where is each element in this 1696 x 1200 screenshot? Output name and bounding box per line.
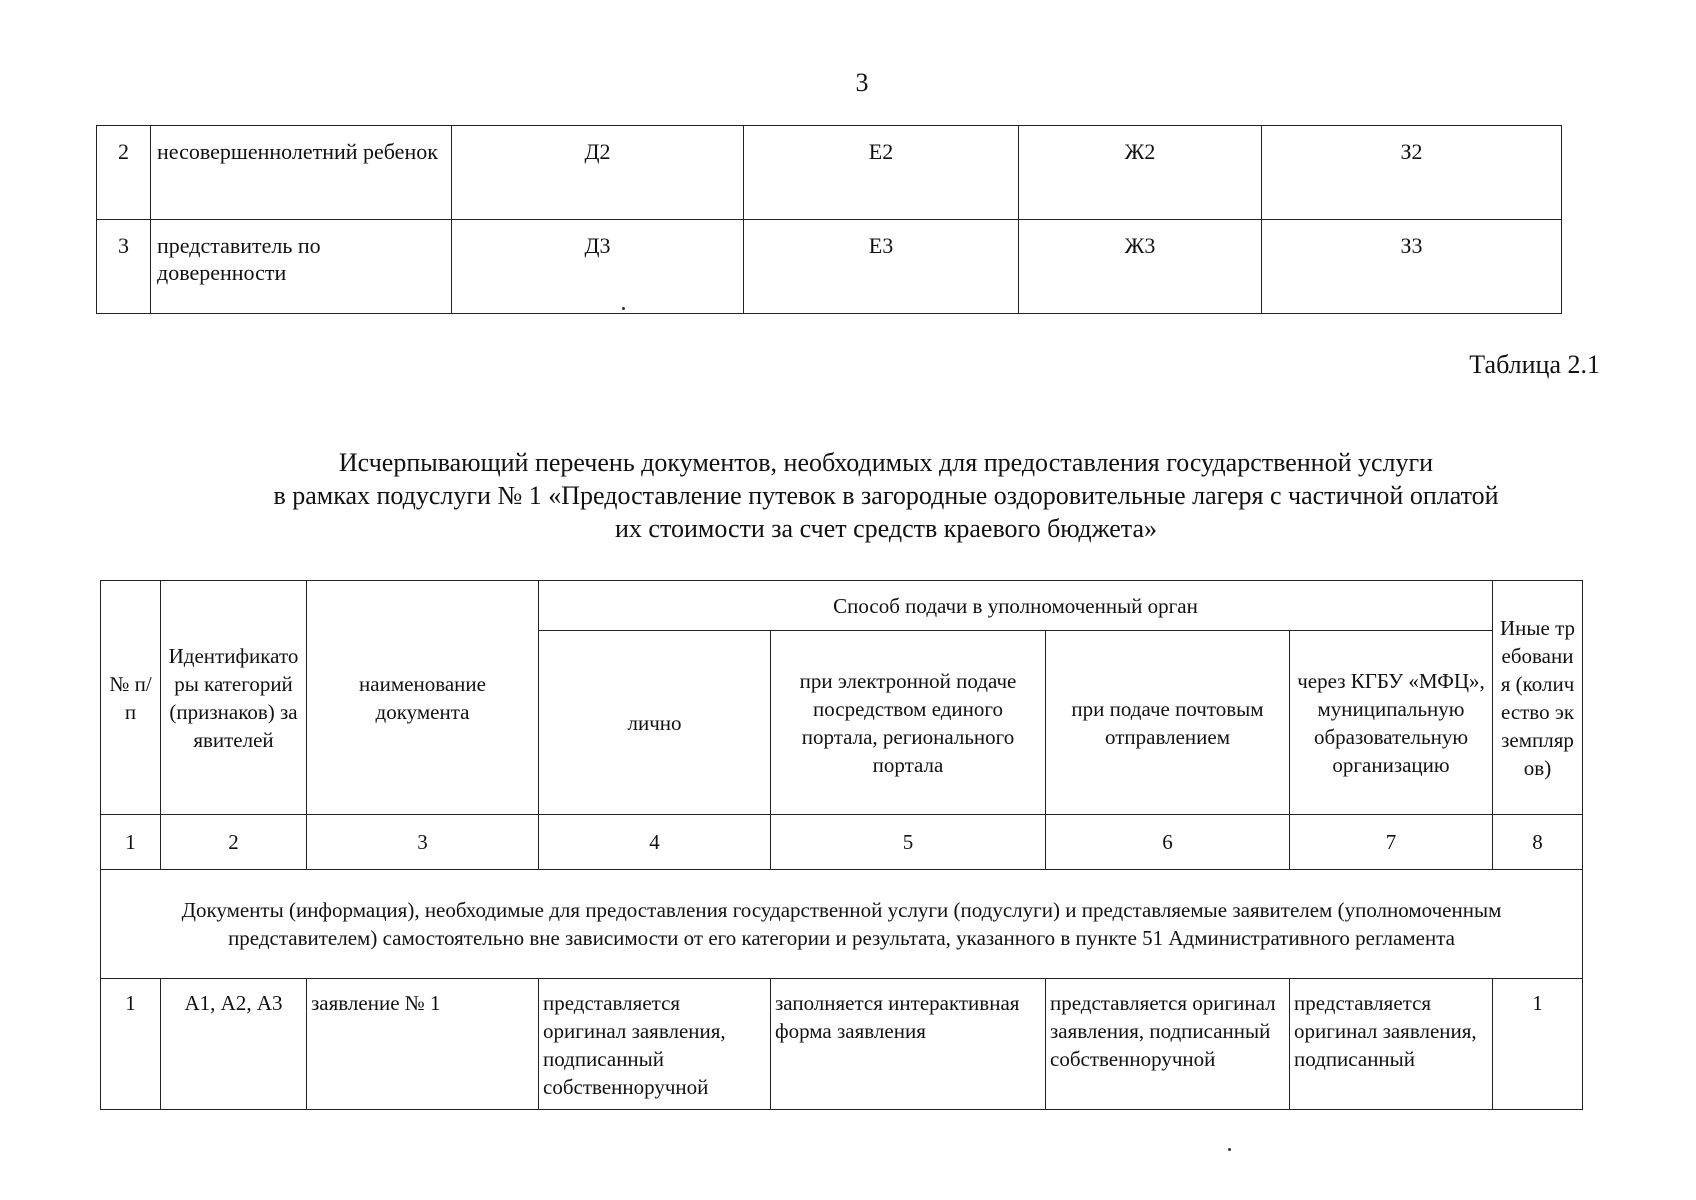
header-submission-method: Способ подачи в уполномоченный орган [539,581,1493,631]
scan-speck [1228,1148,1231,1151]
row-number: 1 [101,979,161,1110]
column-number: 4 [539,815,771,870]
documents-table [100,580,1583,1110]
column-numbers-row [101,815,1583,870]
column-number: 2 [161,815,307,870]
row-number: 3 [97,220,151,314]
continuation-table [96,125,1562,314]
header-other-requirements: Иные требования (количество экземпляров) [1493,581,1583,815]
table-row [97,220,1562,314]
header-row [101,581,1583,631]
mfc-cell: представляется оригинал заявления, подписанный [1290,979,1493,1110]
header-mfc: через КГБУ «МФЦ», муниципальную образовательную организацию [1290,631,1493,815]
code-cell: З2 [1262,126,1562,220]
scan-speck [622,307,625,310]
column-number: 6 [1046,815,1290,870]
category-cell: представитель по доверенности [151,220,452,314]
title-line: их стоимости за счет средств краевого бюджета» [614,514,1158,543]
code-cell: Ж2 [1019,126,1262,220]
code-cell: Д2 [452,126,744,220]
copies-cell: 1 [1493,979,1583,1110]
title-line: Исчерпывающий перечень документов, необходимых для предоставления государственной услуги [338,448,1434,477]
header-postal: при подаче почтовым отправлением [1046,631,1290,815]
header-electronic: при электронной подаче посредством единого портала, регионального портала [771,631,1046,815]
table-row [97,126,1562,220]
header-identifiers: Идентификаторы категорий (признаков) заявителей [161,581,307,815]
code-cell: Е3 [744,220,1019,314]
header-num: № п/п [101,581,161,815]
postal-cell: представляется оригинал заявления, подписанный собственноручной [1046,979,1290,1110]
column-number: 7 [1290,815,1493,870]
row-number: 2 [97,126,151,220]
code-cell: Е2 [744,126,1019,220]
section-heading: Документы (информация), необходимые для предоставления государственной услуги (подуслуги) и представляемые заявителем (уполномоченным представителем) самостоятельно вне зависимости от его категории и результата, указанного в пункте 51 Административного регламента [101,870,1583,979]
code-cell: Ж3 [1019,220,1262,314]
page-number: 3 [855,68,869,97]
column-number: 8 [1493,815,1583,870]
section-row [101,870,1583,979]
header-doc-name: наименование документа [307,581,539,815]
doc-name-cell: заявление № 1 [307,979,539,1110]
identifiers-cell: А1, А2, А3 [161,979,307,1110]
table-label: Таблица 2.1 [1469,350,1600,379]
in-person-cell: представляется оригинал заявления, подписанный собственноручной [539,979,771,1110]
code-cell: З3 [1262,220,1562,314]
header-in-person: лично [539,631,771,815]
category-cell: несовершеннолетний ребенок [151,126,452,220]
column-number: 1 [101,815,161,870]
title-line: в рамках подуслуги № 1 «Предоставление путевок в загородные оздоровительные лагеря с частичной оплатой [273,481,1499,510]
column-number: 3 [307,815,539,870]
table-title [96,446,1676,545]
code-cell: Д3 [452,220,744,314]
table-row [101,979,1583,1110]
column-number: 5 [771,815,1046,870]
electronic-cell: заполняется интерактивная форма заявления [771,979,1046,1110]
